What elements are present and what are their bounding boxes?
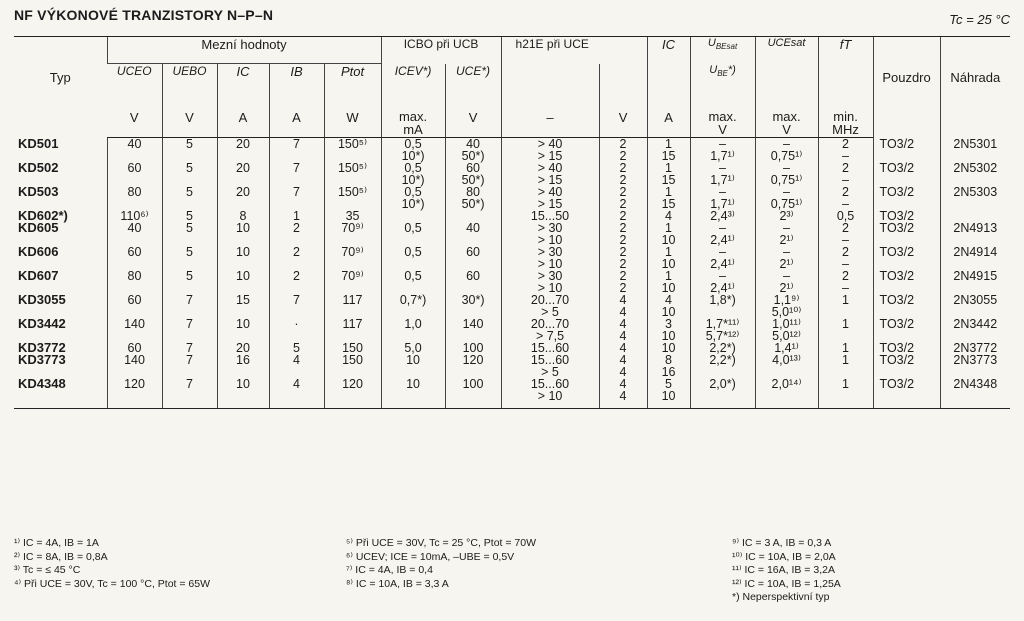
cell-ubesat: 2,0*) [690,378,755,409]
table-row [14,162,1010,186]
cell-ft: 1 [818,342,873,354]
unit-ic: A [217,110,269,138]
cell-ib: 2 [269,270,324,294]
transistor-table [14,36,1010,409]
cell-uebo: 7 [162,342,217,354]
cell-ic: 10 [217,318,269,342]
footnote: ¹⁰⁾ IC = 10A, IB = 2,0A [732,550,836,563]
cell-ucesat: – 2¹⁾ [755,246,818,270]
header-nahrada: Náhrada [940,37,1010,138]
table-row [14,354,1010,378]
table-row [14,186,1010,210]
cell-ptot: 70⁹⁾ [324,270,381,294]
cell-ic: 20 [217,162,269,186]
cell-ptot: 70⁹⁾ [324,246,381,270]
table-row [14,246,1010,270]
temperature-condition: Tc = 25 °C [949,12,1010,27]
cell-ft: 2 – [818,246,873,270]
cell-pouzdro: TO3/2 [873,318,940,342]
cell-uebo: 5 [162,186,217,210]
cell-typ: KD3442 [18,316,66,331]
cell-ic2: 4 [647,210,690,222]
cell-ptot: 150 [324,342,381,354]
unit-icbo: max. mA [381,110,445,138]
cell-ic2: 4 10 [647,294,690,318]
cell-ic2: 1 10 [647,246,690,270]
cell-ptot: 150⁵⁾ [324,162,381,186]
cell-h21e: > 30 > 10 [501,246,599,270]
cell-uebo: 5 [162,246,217,270]
cell-h21e: 15...60 > 10 [501,378,599,409]
cell-icbo: 10 [381,378,445,409]
cell-ib: · [269,318,324,342]
cell-ucb: 100 [445,378,501,409]
cell-ucesat: – 0,75¹⁾ [755,138,818,163]
cell-nahrada: 2N3442 [940,318,1010,342]
cell-uceo: 60 [107,162,162,186]
footnote: ⁷⁾ IC = 4A, IB = 0,4 [346,564,433,576]
cell-nahrada: 2N5301 [940,138,1010,163]
cell-ucesat: – 0,75¹⁾ [755,186,818,210]
cell-h21e: 15...60 [501,342,599,354]
cell-ft: 1 [818,354,873,378]
cell-uebo: 7 [162,354,217,378]
footnote: ¹²⁾ IC = 10A, IB = 1,25A [732,577,841,590]
cell-ib: 2 [269,222,324,246]
unit-ic2: A [647,110,690,138]
cell-ucb: 60 50*) [445,162,501,186]
cell-ft: 1 [818,318,873,342]
header-ucesat: UCEsat [755,37,818,64]
cell-ic2: 8 16 [647,354,690,378]
cell-ft: 2 – [818,162,873,186]
cell-uce: 4 4 [599,294,647,318]
footnote: ²⁾ IC = 8A, IB = 0,8A [14,550,108,563]
cell-uce: 4 4 [599,354,647,378]
cell-ib: 1 [269,210,324,222]
footnotes-col2 [346,537,536,591]
cell-ic2: 10 [647,342,690,354]
cell-h21e: 20...70 > 5 [501,294,599,318]
header-typ: Typ [14,37,107,138]
cell-h21e: 20...70 > 7,5 [501,318,599,342]
cell-icbo: 1,0 [381,318,445,342]
cell-ucesat: – 2¹⁾ [755,270,818,294]
cell-ic2: 3 10 [647,318,690,342]
cell-ft: 2 – [818,270,873,294]
cell-ubesat: – 1,7¹⁾ [690,138,755,163]
cell-ucesat: – 0,75¹⁾ [755,162,818,186]
cell-typ: KD607 [18,268,59,283]
table-row [14,294,1010,318]
cell-uceo: 40 [107,222,162,246]
header-uebo: UEBO [162,64,217,111]
cell-ib: 4 [269,378,324,409]
cell-ic2: 1 10 [647,270,690,294]
header-ube-star: $U_{BE}*$) [690,64,755,111]
cell-ic2: 1 15 [647,186,690,210]
cell-ptot: 117 [324,318,381,342]
cell-h21e: 15...50 [501,210,599,222]
header-ic-blank [647,64,690,111]
cell-ft: 0,5 [818,210,873,222]
cell-ubesat: – 2,4¹⁾ [690,270,755,294]
table-row [14,318,1010,342]
cell-uceo: 80 [107,186,162,210]
cell-ucb: 60 [445,270,501,294]
cell-uceo: 110⁶⁾ [107,210,162,222]
cell-uebo: 5 [162,222,217,246]
footnote: ⁶⁾ UCEV; ICE = 10mA, –UBE = 0,5V [346,550,515,563]
cell-typ: KD502 [18,160,59,175]
footnotes-col3 [732,537,841,605]
cell-uce: 2 [599,210,647,222]
cell-pouzdro: TO3/2 [873,270,940,294]
table-row [14,210,1010,222]
cell-ic: 10 [217,246,269,270]
cell-ubesat: 1,7*¹¹⁾ 5,7*¹²⁾ [690,318,755,342]
cell-icbo: 0,5 [381,222,445,246]
cell-typ: KD3772 [18,340,66,355]
cell-pouzdro: TO3/2 [873,210,940,222]
cell-ucesat: 2,0¹⁴⁾ [755,378,818,409]
cell-ib: 7 [269,162,324,186]
table-row [14,378,1010,409]
header-ptot: Ptot [324,64,381,111]
footnote: ¹¹⁾ IC = 16A, IB = 3,2A [732,564,835,576]
cell-h21e: 15...60 > 5 [501,354,599,378]
footnotes-col1 [14,537,210,591]
cell-nahrada: 2N3772 [940,342,1010,354]
cell-ptot: 35 [324,210,381,222]
cell-icbo: 0,5 10*) [381,186,445,210]
cell-nahrada: 2N4348 [940,378,1010,409]
cell-uce: 2 2 [599,270,647,294]
header-ft-blank [818,64,873,111]
cell-typ: KD602*) [18,208,68,223]
cell-ic: 20 [217,342,269,354]
cell-ib: 7 [269,138,324,163]
cell-icbo: 5,0 [381,342,445,354]
cell-nahrada: 2N4915 [940,270,1010,294]
cell-h21e: > 40 > 15 [501,186,599,210]
cell-ubesat: 2,2*) [690,342,755,354]
cell-typ: KD4348 [14,378,107,409]
cell-ic2: 1 15 [647,162,690,186]
cell-uce: 2 2 [599,162,647,186]
cell-uebo: 5 [162,162,217,186]
cell-uceo: 40 [107,138,162,163]
cell-ic: 8 [217,210,269,222]
cell-uebo: 7 [162,318,217,342]
header-uce-star: UCE*) [445,64,501,111]
cell-uceo: 60 [107,342,162,354]
cell-uebo: 7 [162,294,217,318]
cell-icbo: 10 [381,354,445,378]
cell-nahrada: 2N3055 [940,294,1010,318]
footnote: ⁴⁾ Při UCE = 30V, Tc = 100 °C, Ptot = 65W [14,577,211,590]
cell-ubesat: 2,2*) [690,354,755,378]
cell-ucb: 40 50*) [445,138,501,163]
cell-ic: 10 [217,378,269,409]
cell-uebo: 5 [162,270,217,294]
page-title: NF VÝKONOVÉ TRANZISTORY N–P–N [14,7,274,23]
cell-ptot: 150 [324,354,381,378]
cell-ucesat: 1,1⁹⁾ 5,0¹⁰⁾ [755,294,818,318]
unit-ucesat: max. V [755,110,818,138]
cell-ucb: 140 [445,318,501,342]
cell-typ: KD3055 [18,292,66,307]
unit-ft: min. MHz [818,110,873,138]
cell-pouzdro: TO3/2 [873,342,940,354]
header-ib: IB [269,64,324,111]
cell-ucb: 30*) [445,294,501,318]
cell-ubesat: – 2,4¹⁾ [690,246,755,270]
cell-ic: 16 [217,354,269,378]
header-ic: IC [217,64,269,111]
header-ic-h21e: IC [647,37,690,64]
table-row [14,270,1010,294]
cell-ucb: 120 [445,354,501,378]
cell-ucb: 60 [445,246,501,270]
table-row [14,222,1010,246]
cell-ucesat: 2³⁾ [755,210,818,222]
cell-uceo: 140 [107,318,162,342]
cell-typ: KD3773 [18,352,66,367]
cell-uebo: 7 [162,378,217,409]
unit-ib: A [269,110,324,138]
cell-ft: 2 – [818,186,873,210]
cell-icbo: 0,5 10*) [381,138,445,163]
cell-ic: 15 [217,294,269,318]
cell-uce: 4 [599,342,647,354]
cell-ic: 10 [217,222,269,246]
header-h21e-pri-uce: h21E při UCE [501,37,647,64]
cell-ic: 10 [217,270,269,294]
header-uceo: UCEO [116,64,152,78]
cell-ib: 4 [269,354,324,378]
cell-h21e: > 40 > 15 [501,162,599,186]
cell-ft: 1 [818,294,873,318]
table-body [14,135,1010,409]
cell-nahrada: 2N4913 [940,222,1010,246]
cell-ic2: 5 10 [647,378,690,409]
cell-typ: KD606 [18,244,59,259]
unit-ptot: W [324,110,381,138]
cell-pouzdro: TO3/2 [873,354,940,378]
cell-ic: 20 [217,138,269,163]
cell-ptot: 150⁵⁾ [324,138,381,163]
cell-ucesat: 1,0¹¹⁾ 5,0¹²⁾ [755,318,818,342]
header-ft: fT [818,37,873,64]
table-row [14,138,1010,163]
header-icev: ICEV*) [381,64,445,111]
unit-uce: V [599,110,647,138]
cell-pouzdro: TO3/2 [873,294,940,318]
header-uce-blank [599,64,647,111]
cell-uebo: 5 [162,210,217,222]
cell-uceo: 60 [107,294,162,318]
cell-ucb: 80 50*) [445,186,501,210]
cell-ptot: 117 [324,294,381,318]
cell-typ: KD503 [18,184,59,199]
unit-uebo: V [162,110,217,138]
cell-uceo: 120 [107,378,162,409]
footnote: ³⁾ Tc = ≤ 45 °C [14,564,81,576]
cell-uce: 2 2 [599,138,647,163]
cell-ft: 2 – [818,138,873,163]
cell-nahrada: 2N5302 [940,162,1010,186]
cell-ft: 1 [818,378,873,409]
cell-icbo: 0,5 [381,270,445,294]
cell-uebo: 5 [162,138,217,163]
cell-uceo: 80 [107,270,162,294]
footnote: ⁸⁾ IC = 10A, IB = 3,3 A [346,577,449,590]
cell-uceo: 140 [107,354,162,378]
cell-pouzdro: TO3/2 [873,246,940,270]
header-icbo-pri-ucb: ICBO při UCB [381,37,501,64]
cell-h21e: > 30 > 10 [501,222,599,246]
cell-pouzdro: TO3/2 [873,138,940,163]
unit-uceo: V [107,110,162,138]
footnote: *) Neperspektivní typ [732,591,830,603]
cell-ib: 2 [269,246,324,270]
cell-uceo: 60 [107,246,162,270]
cell-ubesat: – 2,4¹⁾ [690,222,755,246]
table-row [14,342,1010,354]
cell-h21e: > 40 > 15 [501,138,599,163]
unit-h21e: – [501,110,599,138]
cell-ucb: 40 [445,222,501,246]
cell-icbo: 0,5 [381,246,445,270]
cell-typ: KD501 [18,135,59,151]
cell-h21e: > 30 > 10 [501,270,599,294]
cell-ucesat: 1,4¹⁾ [755,342,818,354]
footnote: ⁹⁾ IC = 3 A, IB = 0,3 A [732,537,832,549]
cell-ft: 2 – [818,222,873,246]
cell-ubesat: – 1,7¹⁾ [690,186,755,210]
cell-ic2: 1 15 [647,138,690,163]
cell-pouzdro: TO3/2 [873,378,940,409]
cell-icbo: 0,7*) [381,294,445,318]
cell-uce: 4 4 [599,378,647,409]
header-ucesat-blank [755,64,818,111]
cell-pouzdro: TO3/2 [873,186,940,210]
cell-ib: 5 [269,342,324,354]
cell-ubesat: 1,8*) [690,294,755,318]
cell-uce: 2 2 [599,186,647,210]
cell-nahrada: 2N3773 [940,354,1010,378]
header-ubesat: $U_{BEsat}$ [690,37,755,64]
header-h21e-blank [501,64,599,111]
cell-ib: 7 [269,294,324,318]
cell-ib: 7 [269,186,324,210]
cell-ptot: 120 [324,378,381,409]
header-mezni-hodnoty: Mezní hodnoty [107,37,381,64]
cell-ic: 20 [217,186,269,210]
cell-ptot: 150⁵⁾ [324,186,381,210]
cell-nahrada: 2N4914 [940,246,1010,270]
cell-ubesat: – 1,7¹⁾ [690,162,755,186]
cell-ucesat: 4,0¹³⁾ [755,354,818,378]
header-pouzdro: Pouzdro [873,37,940,138]
unit-ubesat: max. V [690,110,755,138]
cell-ucesat: – 2¹⁾ [755,222,818,246]
footnote: ¹⁾ IC = 4A, IB = 1A [14,537,99,549]
cell-ptot: 70⁹⁾ [324,222,381,246]
cell-typ: KD605 [18,220,59,235]
cell-pouzdro: TO3/2 [873,222,940,246]
cell-uce: 4 4 [599,318,647,342]
unit-ucb: V [445,110,501,138]
cell-ubesat: 2,4³⁾ [690,210,755,222]
cell-pouzdro: TO3/2 [873,162,940,186]
cell-nahrada: 2N5303 [940,186,1010,210]
footnote: ⁵⁾ Při UCE = 30V, Tc = 25 °C, Ptot = 70W [346,537,537,549]
cell-uce: 2 2 [599,222,647,246]
cell-icbo: 0,5 10*) [381,162,445,186]
cell-ic2: 1 10 [647,222,690,246]
cell-ucb: 100 [445,342,501,354]
cell-uce: 2 2 [599,246,647,270]
